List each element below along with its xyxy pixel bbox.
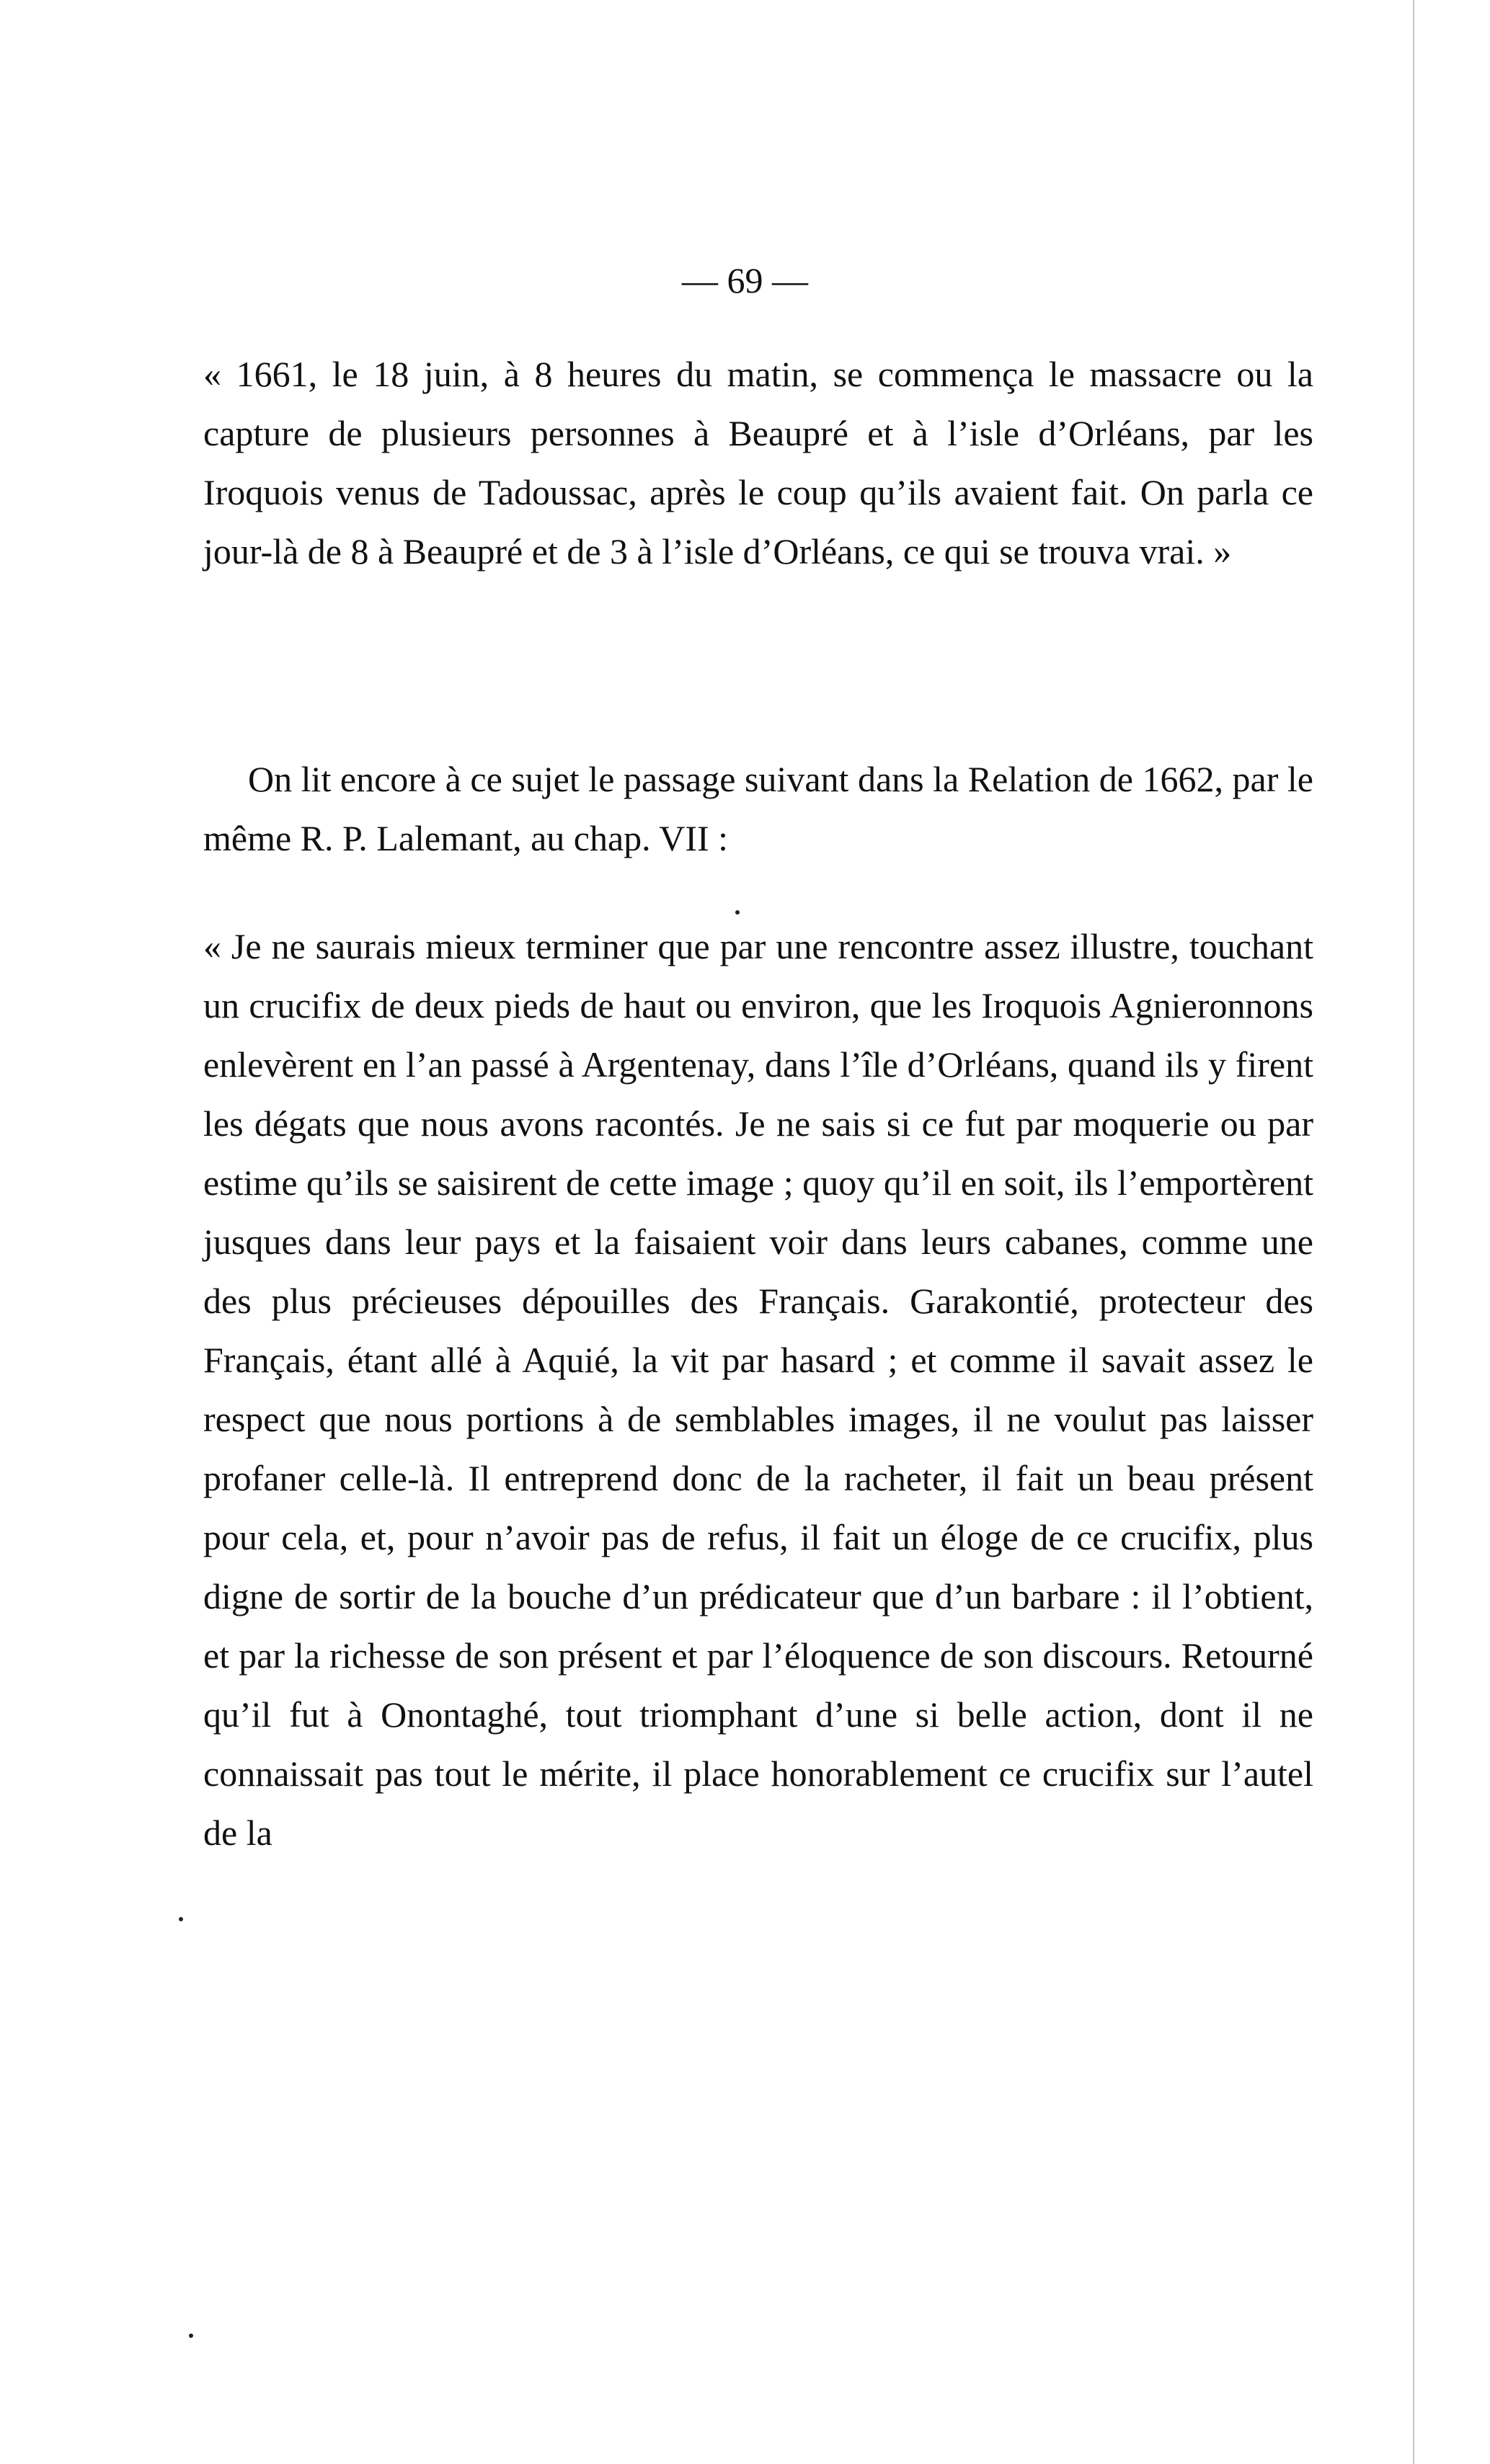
paragraph-quote-1661: « 1661, le 18 juin, à 8 heures du matin, se commença le massacre ou la capture de plusieurs personnes à Beaupré et à l’isle d’Orléans, par les Iroquois venus de Tadoussac, après le coup qu’ils avaient fait. On parla ce jour-là de 8 à Beaupré et de 3 à l’isle d’Orléans, ce qui se trouva vrai. » [203,354,1313,571]
paragraph-crucifix-quote: « Je ne saurais mieux terminer que par une rencontre assez illustre, touchant un crucifix de deux pieds de haut ou environ, que les Iroquois Agnieronnons enlevèrent en l’an passé à Argentenay, dans l’île d’Orléans, quand ils y firent les dégats que nous avons racontés. Je ne sais si ce fut par moquerie ou par estime qu’ils se saisirent de cette image ; quoy qu’il en soit, ils l’emportèrent jusques dans leur pays et la faisaient voir dans leurs cabanes, comme une des plus précieuses dépouilles des Français. Garakontié, protecteur des Français, étant allé à Aquié, la vit par hasard ; et comme il savait assez le respect que nous portions à de semblables images, il ne voulut pas laisser profaner celle-là. Il entreprend donc de la racheter, il fait un beau présent pour cela, et, pour n’avoir pas de refus, il fait un éloge de ce crucifix, plus digne de sortir de la bouche d’un prédicateur que d’un barbare : il l’obtient, et par la richesse de son présent et par l’éloquence de son discours. Retourné qu’il fut à Onontaghé, tout triomphant d’une si belle action, dont il ne connaissait pas tout le mérite, il place honorablement ce crucifix sur l’autel de la [203,926,1313,1853]
page-number: — 69 — [682,260,808,301]
paragraph-relation-intro: On lit encore à ce sujet le passage suivant dans la Relation de 1662, par le même R. P. Lalemant, au chap. VII : [203,759,1313,858]
ink-speck [189,2334,193,2338]
ink-speck [735,910,740,915]
scan-edge-line [1413,0,1414,2464]
ink-speck [179,1917,183,1921]
